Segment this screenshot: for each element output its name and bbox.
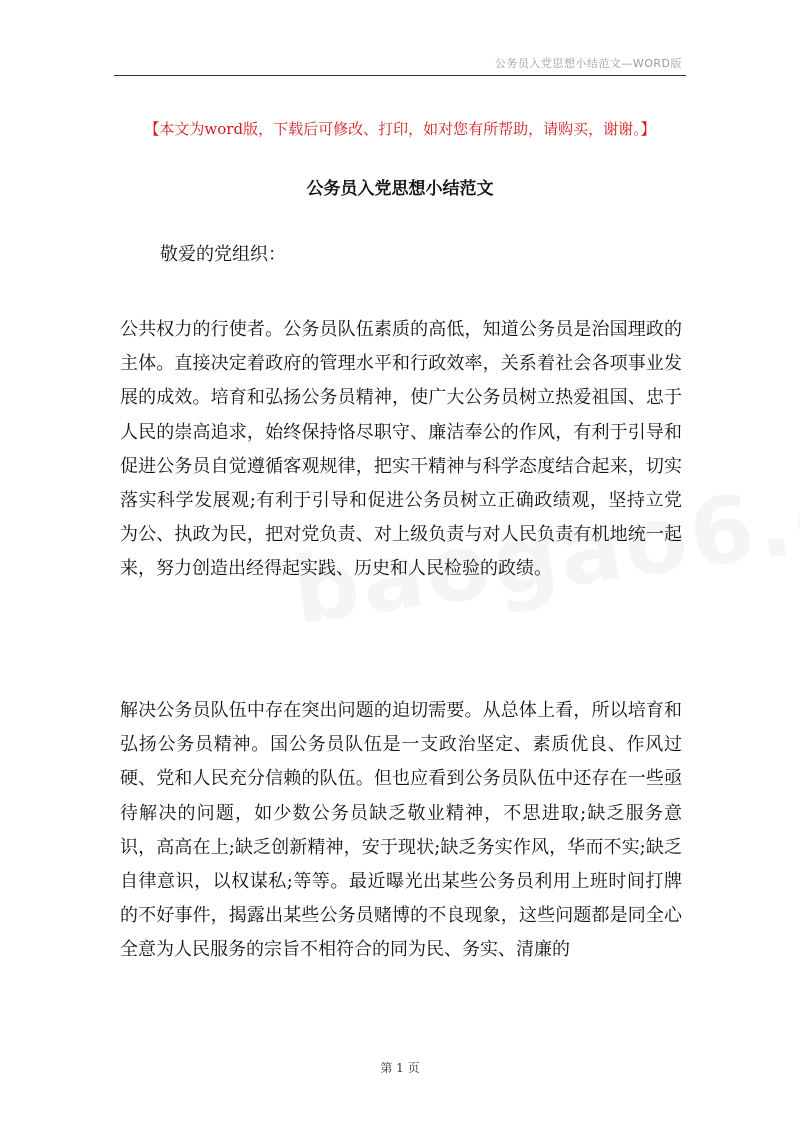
purchase-notice: 【本文为word版，下载后可修改、打印，如对您有所帮助，请购买，谢谢。】 — [144, 120, 656, 138]
header-divider — [114, 75, 686, 76]
salutation: 敬爱的党组织： — [160, 244, 286, 265]
body-paragraph-1: 公共权力的行使者。公务员队伍素质的高低，知道公务员是治国理政的主体。直接决定着政府的管理水平和行政效率，关系着社会各项事业发展的成效。培育和弘扬公务员精神，使广大公务员树立热爱祖国、忠于人民的崇高追求，始终保持恪尽职守、廉洁奉公的作风，有利于引导和促进公务员自觉遵循客观规律，把实干精神与科学态度结合起来，切实落实科学发展观;有利于引导和促进公务员树立正确政绩观，坚持立党为公、执政为民，把对党负责、对上级负责与对人民负责有机地统一起来，努力创造出经得起实践、历史和人民检验的政绩。 — [120, 319, 682, 580]
running-header: 公务员入党思想小结范文—WORD版 — [494, 57, 682, 70]
page-number: 第 1 页 — [380, 1061, 420, 1075]
document-title: 公务员入党思想小结范文 — [306, 179, 494, 199]
body-paragraph-2: 解决公务员队伍中存在突出问题的迫切需要。从总体上看，所以培育和弘扬公务员精神。国公务员队伍是一支政治坚定、素质优良、作风过硬、党和人民充分信赖的队伍。但也应看到公务员队伍中还存在一些亟待解决的问题，如少数公务员缺乏敬业精神，不思进取;缺乏服务意识，高高在上;缺乏创新精神，安于现状;缺乏务实作风，华而不实;缺乏自律意识，以权谋私;等等。最近曝光出某些公务员利用上班时间打牌的不好事件，揭露出某些公务员赌博的不良现象，这些问题都是同全心全意为人民服务的宗旨不相符合的同为民、务实、清廉的 — [120, 700, 682, 961]
